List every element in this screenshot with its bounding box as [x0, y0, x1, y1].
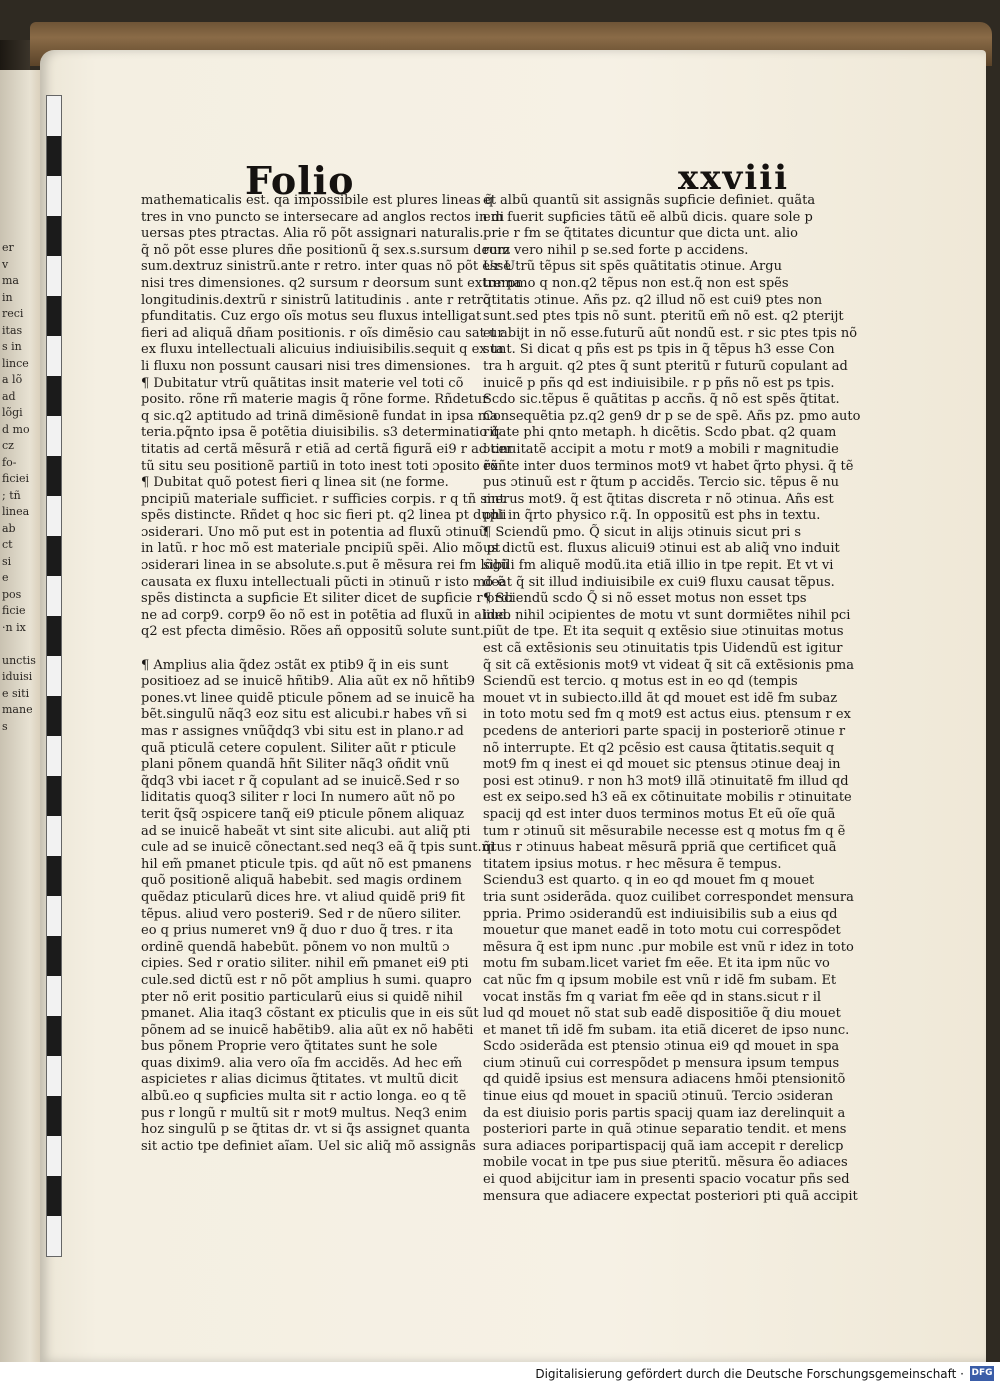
text-line: hil em̃ pmanet pticule tpis. qd aũt nõ est pmanens — [141, 856, 472, 872]
text-line: mensura que adiacere expectat posteriori pti quã accipit — [483, 1188, 858, 1204]
text-line: ¶ Dubitat quõ potest fieri q linea sit (ne forme. — [141, 475, 449, 491]
text-line: titatis ad certã mẽsurã r etiã ad certã figurã ei9 r ad cer — [141, 441, 513, 457]
text-line: mathematicalis est. qa impossibile est plures lineas q̃ — [141, 193, 494, 208]
margin-fragment: ficiei — [2, 472, 30, 485]
text-line: ordinẽ quendã habebũt. põnem vo non multũ ɔ — [141, 939, 450, 955]
text-line: motu fm subam.licet variet fm eẽe. Et ita ipm nũc vo — [483, 956, 830, 972]
text-line: sit actio tpe definiet aĩam. Uel sic aliq̃ mõ assignãs — [141, 1138, 476, 1154]
text-line: mobile vocat in tpe pus siue pteritũ. mẽsura ẽo adiaces — [483, 1155, 848, 1171]
text-line: us dictũ est. fluxus alicui9 ɔtinui est ab aliq̃ vno induit — [483, 541, 840, 557]
text-line: prie r fm se q̃titates dicuntur que dicta unt. alio — [483, 226, 798, 242]
margin-fragment: ·n ix — [2, 620, 26, 634]
text-line: mas r assignes vnũq̃dq3 vbi situ est in plano.r ad — [141, 724, 464, 739]
margin-fragment: cz — [2, 439, 14, 452]
margin-fragment: iduisi — [2, 670, 33, 683]
text-line: ɔtinuitatẽ accipit a motu r mot9 a mobili r magnitudie — [483, 441, 839, 457]
text-line: eo q prius numeret vn9 q̃ duo r duo q̃ tres. r ita — [141, 923, 454, 939]
text-line: cat nũc fm q ipsum mobile est vnũ r idẽ fm subam. Et — [483, 972, 837, 988]
margin-fragment: mane — [2, 703, 33, 716]
text-line: cule.sed dictũ est r nõ põt amplius h sumi. quapro — [141, 972, 472, 988]
margin-fragment: fo- — [2, 455, 17, 469]
margin-fragment: v — [2, 257, 9, 271]
text-line: nõ interrupte. Et q2 pcẽsio est causa q̃titatis.sequit q — [483, 740, 835, 756]
text-line: quẽdaz pticularũ dices hre. vt aliud quidẽ pri9 fit — [141, 889, 465, 905]
text-line: fieri ad aliquã dñam positionis. r oĩs dimẽsio cau sat ur — [141, 325, 504, 341]
text-column-left — [141, 193, 522, 1155]
text-line: ei quod abijcitur iam in presenti spacio vocatur pñs sed — [483, 1172, 850, 1188]
text-line: est cã extẽsionis seu ɔtinuitatis tpis Uidendũ est igitur — [483, 641, 843, 657]
text-line: merus mot9. q̃ est q̃titas discreta r nõ ɔtinua. Añs est — [483, 491, 834, 507]
text-line: positioez ad se inuicẽ hñtib9. Alia aũt ex nõ hñtib9 — [141, 674, 475, 690]
text-line: q2 est pfecta dimẽsio. Rões añ oppositũ solute sunt. — [141, 624, 484, 640]
text-line: teria.pq̃nto ipsa ẽ potẽtia diuisibilis. s3 determinatio q̃ — [141, 425, 500, 441]
text-line: tũ situ seu positionẽ partiũ in toto inest toti ɔposito rõ — [141, 458, 498, 474]
text-line: pfunditatis. Cuz ergo oĩs motus seu fluxus intelligat — [141, 309, 482, 325]
text-line: tur pmo q non.q2 tẽpus non est.q̃ non est spẽs — [483, 275, 789, 291]
text-line: ¶ Sciendũ scdo Q̃ si nõ esset motus non esset tps — [483, 591, 807, 607]
text-line: plani põnem quandã hñt Siliter nãq3 oñdit vnũ — [141, 757, 450, 773]
text-line: spacij qd est inter duos terminos motus Et eũ oĩe quã — [483, 806, 836, 822]
text-line: lud qd mouet nõ stat sub eadẽ dispositiõe q̃ diu mouet — [483, 1006, 841, 1022]
text-line: pones.vt linee quidẽ pticule põnem ad se inuicẽ ha — [141, 690, 475, 706]
text-line: sura adiaces poripartispacij quã iam accepit r derelicp — [483, 1138, 844, 1154]
text-line: posi est ɔtinu9. r non h3 mot9 illã ɔtinuitatẽ fm illud qd — [483, 773, 849, 789]
text-line: tinue eius qd mouet in spaciũ ɔtinuũ. Tercio ɔsideran — [483, 1089, 834, 1105]
text-line: spẽs distincte. Rñdet q hoc sic fieri pt. q2 linea pt dupli — [141, 508, 507, 524]
text-line: ¶ Amplius alia q̃dez ɔstãt ex ptib9 q̃ in eis sunt — [141, 657, 449, 673]
text-line: sunt.sed ptes tpis nõ sunt. pteritũ em̃ nõ est. q2 pterijt — [483, 309, 844, 325]
text-line: põnem ad se inuicẽ habẽtib9. alia aũt ex nõ habẽti — [141, 1022, 474, 1038]
text-line: li fluxu non possunt causari nisi tres dimensiones. — [141, 358, 471, 374]
text-line: cule ad se inuicẽ cõnectant.sed neq3 eã q̃ tpis sunt.ni — [141, 840, 495, 856]
text-line: Sciendu3 est quarto. q in eo qd mouet fm q mouet — [483, 873, 815, 889]
text-line: in toto motu sed fm q mot9 est actus eius. ptensum r ex — [483, 707, 851, 723]
scale-ruler — [46, 95, 62, 1257]
margin-fragment: reci — [2, 307, 24, 320]
text-line: mouetur que manet eadẽ in toto motu cui correspõdet — [483, 923, 841, 939]
text-line: ne ad corp9. corp9 ẽo nõ est in potẽtia ad fluxũ in aliud. — [141, 607, 511, 623]
text-line: Scdo ɔsiderãda est ptensio ɔtinua ei9 qd mouet in spa — [483, 1039, 840, 1055]
text-line: tum r ɔtinuũ sit mẽsurabile necesse est q motus fm q ẽ — [483, 823, 846, 839]
text-line: posito. rõne rñ materie magis q̃ rõne forme. Rñdetur — [141, 392, 489, 408]
margin-fragment: ct — [2, 538, 13, 551]
text-line: Sciendũ est tercio. q motus est in eo qd (tempis — [483, 674, 798, 690]
text-line: albũ.eo q suꝑficies multa sit r actio longa. eo q tẽ — [141, 1089, 467, 1105]
folio-number: xxviii — [678, 158, 790, 198]
text-line: spẽs distincta a suꝑficie Et siliter dicet de suꝑficie r ordi — [141, 591, 514, 607]
margin-fragment: lince — [2, 356, 29, 370]
text-line: nisi tres dimensiones. q2 sursum r deorsum sunt extrema — [141, 275, 522, 291]
text-line: sunt. Si dicat q pñs est ps tpis in q̃ tẽpus h3 esse Con — [483, 342, 835, 358]
text-line: Ur Utrũ tẽpus sit spẽs quãtitatis ɔtinue. Argu — [483, 259, 782, 275]
dfg-logo: DFG — [970, 1366, 994, 1381]
text-line: hoz singulũ p se q̃titas dr. vt si q̃s assignet quanta — [141, 1122, 471, 1138]
text-line: rum vero nihil p se.sed forte p accidens. — [483, 242, 749, 258]
text-line: vocat instãs fm q variat fm eẽe qd in stans.sicut r il — [483, 989, 822, 1005]
margin-fragment: pos — [2, 587, 22, 601]
text-line: cium ɔtinuũ cui correspõdet p mensura ipsum tempus — [483, 1055, 840, 1071]
text-line: causata ex fluxu intellectuali pũcti in ɔtinuũ r isto mõ ẽ — [141, 574, 505, 590]
text-line: pus r longũ r multũ sit r mot9 multus. Neq3 enim — [141, 1105, 468, 1121]
text-line: posteriori parte in quã ɔtinue separatio tendit. et mens — [483, 1122, 847, 1138]
text-column-right — [483, 193, 861, 1205]
margin-fragment: ad — [2, 389, 16, 403]
text-line: mẽsura q̃ est ipm nunc .pur mobile est vnũ r idez in toto — [483, 939, 854, 955]
text-line: et manet tñ idẽ fm subam. ita etiã diceret de ipso nunc. — [483, 1022, 850, 1038]
text-line: quas dixim9. alia vero oĩa fm accidẽs. Ad hec em̃ — [141, 1055, 463, 1071]
text-line: em fuerit suꝑficies tãtũ eẽ albũ dicis. quare sole p — [483, 209, 813, 225]
text-line — [141, 641, 468, 658]
text-line: phi in q̃rto physico r.q̃. In oppositũ est phs in textu. — [483, 508, 821, 524]
text-line: ¶ Sciendũ pmo. Q̃ sicut in alijs ɔtinuis sicut pri s — [483, 524, 802, 540]
text-line: ɔsiderari linea in se absolute.s.put ẽ mẽsura rei fm lõgũ — [141, 558, 510, 574]
text-line: inuicẽ p pñs qd est indiuisibile. r p pñs nõ est ps tpis. — [483, 375, 835, 391]
text-line: bẽt.singulũ nãq3 eoz situ est alicubi.r habes vñ si — [141, 707, 467, 723]
text-line: ɔsiderari. Uno mõ put est in potentia ad fluxũ ɔtinuũ — [141, 524, 488, 540]
text-line: tria sunt ɔsiderãda. quoz cuilibet correspondet mensura — [483, 889, 854, 905]
text-line: longitudinis.dextrũ r sinistrũ latitudinis . ante r retro — [141, 292, 491, 308]
text-line: ad se inuicẽ habeãt vt sint site alicubi. aut aliq̃ pti — [141, 823, 471, 839]
text-line: quã pticulã cetere copulent. Siliter aũt r pticule — [141, 740, 457, 756]
margin-fragment: s in — [2, 340, 22, 353]
margin-fragment: lõgi — [2, 406, 23, 419]
text-line: in latũ. r hoc mõ est materiale pncipiũ spẽi. Alio mõ pt — [141, 541, 501, 557]
text-line: aspicietes r alias dicimus q̃titates. vt multũ dicit — [141, 1072, 459, 1088]
text-line: pmanet. Alia itaq3 cõstant ex pticulis que in eis sũt — [141, 1006, 479, 1022]
margin-fragment: e siti — [2, 686, 30, 700]
text-line: pter nõ erit positio particularũ eius si quidẽ nihil — [141, 989, 463, 1005]
text-line: tẽpus. aliud vero posteri9. Sed r de nũero siliter. — [141, 906, 462, 922]
text-line: et albũ quantũ sit assignãs suꝑficie definiet. quãta — [483, 193, 816, 208]
text-line: ¶ Dubitatur vtrũ quãtitas insit materie vel toti cõ — [141, 375, 464, 391]
text-line: ritate phi qnto metaph. h dicẽtis. Scdo pbat. q2 quam — [483, 425, 837, 441]
text-line: q̃ nõ põt esse plures dñe positionũ q̃ sex.s.sursum deorz — [141, 242, 511, 258]
footer-bar — [0, 1362, 1000, 1385]
running-head-folio: Folio — [245, 158, 355, 203]
text-line: tra h arguit. q2 ptes q̃ sunt pteritũ r futurũ copulant ad — [483, 358, 848, 374]
margin-fragment: d mo — [2, 422, 30, 436]
text-line: tres in vno puncto se intersecare ad anglos rectos in di — [141, 209, 505, 225]
text-line: est ex seipo.sed h3 eã ex cõtinuitate mobilis r ɔtinuitate — [483, 790, 852, 806]
text-line: pus ɔtinuũ est r q̃tum p accidẽs. Tercio sic. tẽpus ẽ nu — [483, 475, 840, 491]
margin-fragment: ma — [2, 274, 19, 287]
text-line: mouet vt in subiecto.illd ãt qd mouet est idẽ fm subaz — [483, 690, 838, 706]
text-line: bus põnem Proprie vero q̃titates sunt he sole — [141, 1039, 438, 1055]
margin-fragment: itas — [2, 323, 23, 337]
margin-fragment: ab — [2, 521, 16, 535]
text-line: et abijt in nõ esse.futurũ aũt nondũ est. r sic ptes tpis nõ — [483, 325, 858, 341]
text-line: Consequẽtia pz.q2 gen9 dr p se de spẽ. Añs pz. pmo auto — [483, 408, 861, 424]
text-line: q̃dq3 vbi iacet r q̃ copulant ad se inuicẽ.Sed r so — [141, 773, 460, 789]
margin-fragment: in — [2, 290, 13, 304]
text-line: titatem ipsius motus. r hec mẽsura ẽ tempus. — [483, 856, 782, 872]
text-line: ex fluxu intellectuali alicuius indiuisibilis.sequit q ex ta — [141, 342, 504, 358]
margin-fragment: unctis — [2, 653, 36, 667]
text-line: q sic.q2 aptitudo ad trinã dimẽsionẽ fundat in ipsa ma — [141, 408, 498, 424]
text-line: ẽxñte inter duos terminos mot9 vt habet q̃rto physi. q̃ tẽ — [483, 458, 854, 474]
text-line: sum.dextruz sinistrũ.ante r retro. inter quas nõ põt esse — [141, 259, 511, 275]
text-line: uersas ptes ptractas. Alia rõ põt assignari naturalis. — [141, 226, 484, 242]
margin-fragment: er — [2, 241, 14, 254]
text-line: sibili fm aliquẽ modũ.ita etiã illio in tpe repit. Et vt vi — [483, 558, 834, 574]
text-line: cipies. Sed r oratio siliter. nihil em̃ pmanet ei9 pti — [141, 956, 469, 972]
margin-fragment: a lõ — [2, 373, 23, 386]
text-line: liditatis quoq3 siliter r loci In numero aũt nõ po — [141, 790, 456, 806]
text-line: pcedens de anteriori parte spacij in posteriorẽ ɔtinue r — [483, 724, 846, 739]
margin-fragment: ; tñ — [2, 488, 21, 502]
text-line: deat q̃ sit illud indiuisibile ex cui9 fluxu causat tẽpus. — [483, 574, 835, 590]
text-line: q̃titatis ɔtinue. Añs pz. q2 illud nõ est cui9 ptes non — [483, 292, 823, 308]
margin-fragment: ficie — [2, 604, 26, 617]
text-line: q̃tus r ɔtinuus habeat mẽsurã ppriã que certificet quã — [483, 840, 837, 856]
margin-fragment: linea — [2, 505, 30, 518]
margin-fragment: si — [2, 554, 12, 568]
text-line: Scdo sic.tẽpus ẽ quãtitas p accñs. q̃ nõ est spẽs q̃titat. — [483, 392, 840, 408]
text-line: q̃ sit cã extẽsionis mot9 vt videat q̃ sit cã extẽsionis pma — [483, 657, 854, 673]
text-line: ideo nihil ɔcipientes de motu vt sunt dormiẽtes nihil pci — [483, 607, 851, 623]
text-line: qd quidẽ ipsius est mensura adiacens hmõi ptensionitõ — [483, 1072, 846, 1088]
margin-fragment: e — [2, 571, 9, 584]
text-line: ppria. Primo ɔsiderandũ est indiuisibilis sub a eius qd — [483, 906, 838, 922]
text-line: da est diuisio poris partis spacij quam iaz derelinquit a — [483, 1105, 846, 1121]
text-line: quõ positionẽ aliquã habebit. sed magis ordinem — [141, 873, 462, 889]
text-line: mot9 fm q inest ei qd mouet sic ptensus ɔtinue deaj in — [483, 757, 841, 773]
funding-notice: Digitalisierung gefördert durch die Deutsche Forschungsgemeinschaft · — [535, 1367, 964, 1381]
text-line: piũt de tpe. Et ita sequit q extẽsio siue ɔtinuitas motus — [483, 624, 844, 640]
margin-fragment: s — [2, 719, 8, 733]
text-line: terit q̃sq̃ ɔspicere tanq̃ ei9 pticule põnem aliquaz — [141, 806, 464, 822]
text-line: pncipiũ materiale sufficiet. r sufficies corpis. r q tñ sint — [141, 491, 505, 507]
